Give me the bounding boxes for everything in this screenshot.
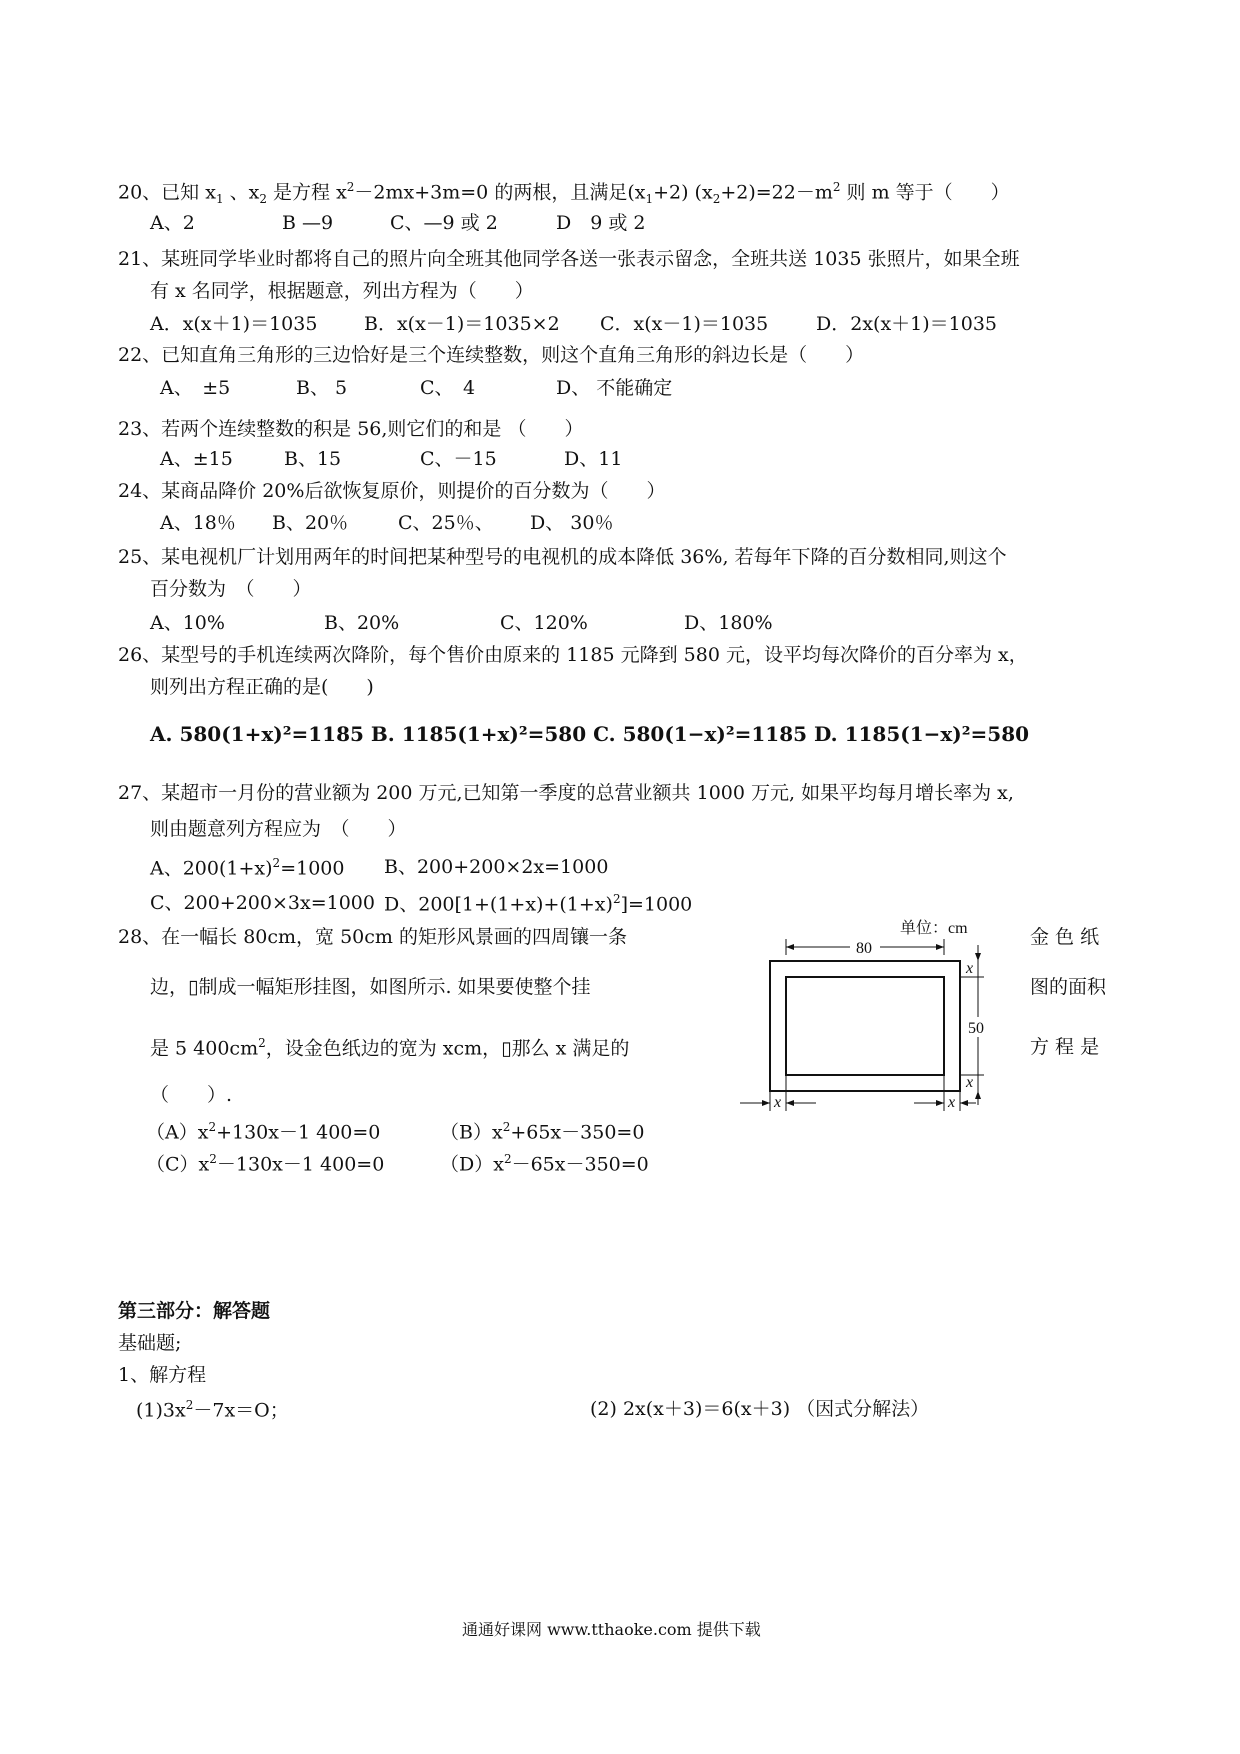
q26-stem-line2: 则列出方程正确的是( ) [150,676,374,698]
width-arrow-bottom [975,1091,981,1099]
q22-option-a: A、 ±5 [160,377,231,399]
q24-option-d: D、 30％ [530,512,614,534]
outer-frame [770,961,960,1091]
part3-basic-label: 基础题; [118,1332,182,1354]
q21-option-b: B．x(x－1)＝1035×2 [364,313,560,335]
q26-stem-line1: 26、某型号的手机连续两次降阶，每个售价由原来的 1185 元降到 580 元，设平均每次降价的百分率为 x， [118,644,1028,666]
q28-line2-right: 图的面积 [1030,976,1107,998]
part3-title: 第三部分：解答题 [118,1300,271,1322]
q25-stem-line1: 25、某电视机厂计划用两年的时间把某种型号的电视机的成本降低 36%, 若每年下降的百分数相同,则这个 [118,546,1007,568]
q20-option-b: B —9 [282,212,334,234]
bottom-x-right-label: x [948,1094,956,1111]
q25-stem-line2: 百分数为 （ ） [150,578,312,600]
q20-option-a: A、2 [150,212,195,234]
q21-stem-line1: 21、某班同学毕业时都将自己的照片向全班其他同学各送一张表示留念，全班共送 1035 张照片，如果全班 [118,248,1020,270]
part3-q1-title: 1、解方程 [118,1364,207,1386]
frame-diagram [740,915,1010,1115]
bottom-x-arrow-1 [762,1100,770,1106]
length-arrow-right [936,944,944,950]
inner-picture [786,977,944,1075]
q28-option-b: $(B)x^2+65x-350=0$ [440,1120,645,1144]
q28-line3-left: 是 5 $400cm^2$，设金色纸边的宽为 xcm，▯那么 x 满足的 [150,1036,630,1060]
length-arrow-left [786,944,794,950]
part3-q1-a: $(1)3x^2-7x=O$； [136,1398,289,1422]
q28-option-c: $(C)x^2-130x-1$ 400=0 [146,1152,385,1176]
q22-option-b: B、 5 [296,377,348,399]
q24-stem: 24、某商品降价 20%后欲恢复原价，则提价的百分数为（ ） [118,480,666,502]
q26-options: A. 580(1+x)²=1185 B. 1185(1+x)²=580 C. 580(1−x)²=1185 D. 1185(1−x)²=580 [150,722,1030,746]
q27-stem-line2: 则由题意列方程应为 （ ） [150,818,407,840]
bottom-x-arrow-3 [936,1100,944,1106]
q23-option-d: D、11 [564,448,623,470]
q23-option-b: B、15 [284,448,342,470]
q24-option-b: B、20％ [272,512,349,534]
q28-option-d: $(D)x^2-65x-350=0$ [440,1152,649,1176]
q20-option-c: C、—9 或 2 [390,212,498,234]
q21-option-d: D．2x(x＋1)＝1035 [816,313,998,335]
border-x-top-label: x [966,960,974,977]
q20-stem: 20、已知 $x_1$ 、$x_2$ 是方程 $x^2-2mx+3m=0$ 的两根，且满足$(x_1+2)$ $(x_2+2)=22-m^2$ 则 m 等于（ ） [118,180,1010,207]
q23-stem: 23、若两个连续整数的积是 56,则它们的和是 （ ） [118,418,584,440]
q25-option-a: A、10% [150,612,225,634]
q24-option-c: C、25％、 [398,512,494,534]
q21-option-a: A．x(x＋1)＝1035 [150,313,318,335]
q27-stem-line1: 27、某超市一月份的营业额为 200 万元,已知第一季度的总营业额共 1000 万元, 如果平均每月增长率为 x, [118,782,1014,804]
q25-option-c: C、120% [500,612,588,634]
q22-stem: 22、已知直角三角形的三边恰好是三个连续整数，则这个直角三角形的斜边长是（ ） [118,344,865,366]
bottom-x-arrow-4 [960,1100,968,1106]
figure-unit-label: 单位：cm [900,920,968,937]
q25-option-b: B、20% [324,612,400,634]
part3-q1-b: (2) 2x(x＋3)＝6(x＋3) （因式分解法） [590,1398,930,1420]
q20-option-d: D 9 或 2 [556,212,646,234]
bottom-x-left-label: x [774,1094,782,1111]
q28-line1-left: 28、在一幅长 80cm，宽 50cm 的矩形风景画的四周镶一条 [118,926,627,948]
q27-option-b: B、200+200×2x=1000 [384,856,609,878]
q22-option-d: D、 不能确定 [556,377,673,399]
width-label: 50 [968,1020,984,1037]
q27-option-d: D、$200[1+(1+x)+(1+x)^2]=1000$ [384,892,693,916]
width-arrow-top [975,953,981,961]
q21-stem-line2: 有 x 名同学，根据题意，列出方程为（ ） [150,280,534,302]
q28-line3-right: 方 程 是 [1030,1036,1100,1058]
q27-option-c: C、200+200×3x=1000 [150,892,375,914]
q28-line2-left: 边，▯制成一幅矩形挂图，如图所示. 如果要使整个挂 [150,976,591,998]
q27-option-a: A、$200(1+x)^2=1000$ [150,856,345,880]
q25-option-d: D、180% [684,612,773,634]
border-x-bottom-label: x [966,1074,974,1091]
q28-blank: （ ）. [150,1084,233,1106]
q28-line1-right: 金 色 纸 [1030,926,1100,948]
length-label: 80 [856,940,872,957]
page-footer: 通通好课网 www.tthaoke.com 提供下载 [462,1620,761,1639]
q24-option-a: A、18％ [160,512,236,534]
q28-option-a: $(A)x^2+130x-1$ 400=0 [146,1120,381,1144]
q21-option-c: C．x(x－1)＝1035 [600,313,769,335]
q23-option-a: A、±15 [160,448,233,470]
bottom-x-arrow-2 [786,1100,794,1106]
q23-option-c: C、－15 [420,448,497,470]
q22-option-c: C、 4 [420,377,476,399]
